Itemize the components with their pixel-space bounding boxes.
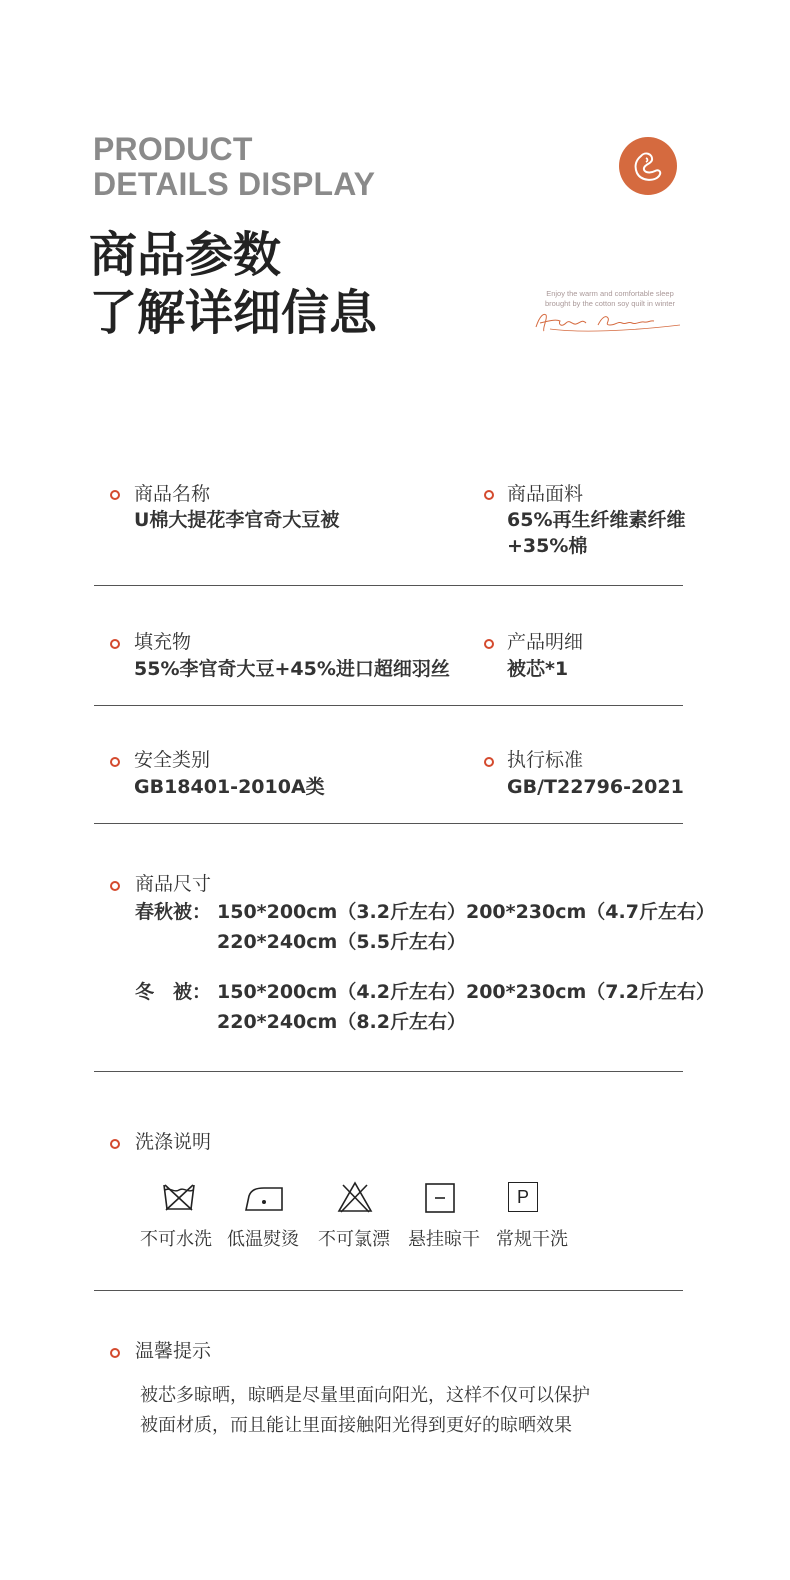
low-iron-label: 低温熨烫 — [227, 1229, 299, 1250]
english-title — [93, 132, 375, 202]
bullet-icon — [484, 757, 494, 767]
no-bleach-icon — [337, 1181, 373, 1213]
divider — [94, 823, 683, 824]
name-value: U棉大提花李官奇大豆被 — [134, 509, 340, 531]
english-title-line2: DETAILS DISPLAY — [93, 166, 376, 202]
sizes-label: 商品尺寸 — [135, 873, 212, 895]
no-bleach-label: 不可氯漂 — [318, 1229, 390, 1250]
fabric-value-line1: 65%再生纤维素纤维 — [507, 509, 686, 531]
tips-line2: 被面材质，而且能让里面接触阳光得到更好的晾晒效果 — [140, 1415, 572, 1436]
winter-sizes-line1: 150*200cm（4.2斤左右）200*230cm（7.2斤左右） — [217, 981, 715, 1003]
spring-sizes-line1: 150*200cm（3.2斤左右）200*230cm（4.7斤左右） — [217, 901, 715, 923]
washing-label: 洗涤说明 — [135, 1131, 212, 1153]
bullet-icon — [110, 1348, 120, 1358]
standard-value: GB/T22796-2021 — [507, 776, 684, 798]
low-iron-icon — [244, 1184, 286, 1212]
no-wash-label: 不可水洗 — [140, 1229, 212, 1250]
safety-value: GB18401-2010A类 — [134, 776, 325, 798]
filling-value: 55%李官奇大豆+45%进口超细羽丝 — [134, 658, 450, 680]
tips-line1: 被芯多晾晒，晾晒是尽量里面向阳光，这样不仅可以保护 — [140, 1385, 590, 1406]
bean-logo — [619, 137, 677, 195]
divider — [94, 1071, 683, 1072]
divider — [94, 585, 683, 586]
bullet-icon — [110, 639, 120, 649]
spring-sizes-line2: 220*240cm（5.5斤左右） — [217, 931, 466, 953]
tips-label: 温馨提示 — [135, 1340, 212, 1362]
slogan-line1: Enjoy the warm and comfortable sleep — [546, 289, 674, 298]
slogan-block — [530, 289, 690, 335]
filling-label: 填充物 — [134, 631, 192, 653]
english-title-line1: PRODUCT — [93, 131, 253, 167]
name-label: 商品名称 — [134, 483, 211, 505]
divider — [94, 705, 683, 706]
tips-text — [140, 1381, 590, 1441]
bean-icon — [619, 137, 677, 195]
bullet-icon — [110, 490, 120, 500]
divider — [94, 1290, 683, 1291]
detail-label: 产品明细 — [507, 631, 584, 653]
bullet-icon — [484, 639, 494, 649]
dry-clean-letter: P — [516, 1187, 529, 1207]
dry-clean-label: 常规干洗 — [496, 1229, 568, 1250]
detail-value: 被芯*1 — [507, 658, 569, 680]
bullet-icon — [484, 490, 494, 500]
fabric-label: 商品面料 — [507, 483, 584, 505]
bullet-icon — [110, 757, 120, 767]
winter-prefix: 冬 被： — [135, 981, 212, 1003]
hang-dry-icon — [424, 1182, 456, 1214]
dry-clean-icon — [508, 1182, 538, 1212]
slogan-line2: brought by the cotton soy quilt in winter — [544, 299, 676, 308]
spring-prefix: 春秋被： — [135, 901, 212, 923]
standard-label: 执行标准 — [507, 749, 584, 771]
hang-dry-label: 悬挂晾干 — [408, 1229, 480, 1250]
chinese-title-line2: 了解详细信息 — [89, 285, 378, 341]
no-wash-icon — [162, 1182, 196, 1212]
chinese-title-line1: 商品参数 — [89, 227, 282, 283]
signature-graphic — [530, 309, 690, 335]
bullet-icon — [110, 881, 120, 891]
winter-sizes-line2: 220*240cm（8.2斤左右） — [217, 1011, 466, 1033]
fabric-value-line2: +35%棉 — [507, 535, 588, 557]
bullet-icon — [110, 1139, 120, 1149]
safety-label: 安全类别 — [134, 749, 211, 771]
chinese-title — [89, 226, 377, 342]
